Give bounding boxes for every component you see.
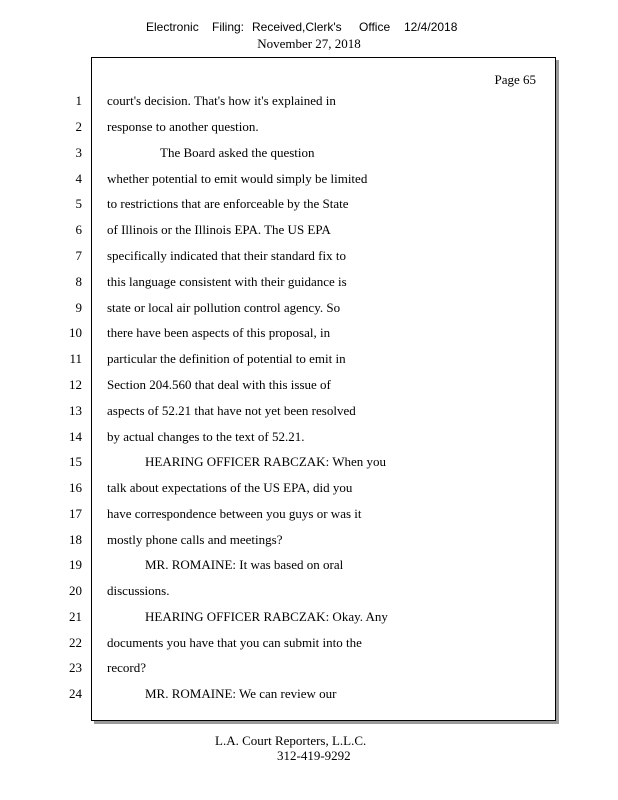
line-text: have correspondence between you guys or was it bbox=[107, 506, 362, 521]
court-reporter-phone: 312-419-9292 bbox=[277, 748, 351, 763]
filing-stamp-received: Received,Clerk's bbox=[252, 20, 342, 34]
line-text: specifically indicated that their standard fix to bbox=[107, 248, 346, 263]
transcript-line bbox=[0, 169, 618, 189]
line-text: aspects of 52.21 that have not yet been resolved bbox=[107, 403, 356, 418]
line-text: documents you have that you can submit into the bbox=[107, 635, 362, 650]
transcript-line bbox=[0, 194, 618, 214]
line-text: to restrictions that are enforceable by the State bbox=[107, 196, 349, 211]
line-number: 6 bbox=[75, 222, 82, 237]
line-text: there have been aspects of this proposal, in bbox=[107, 325, 331, 340]
filing-stamp-date: 12/4/2018 bbox=[404, 20, 458, 34]
line-number: 23 bbox=[69, 660, 82, 675]
transcript-line bbox=[0, 633, 618, 653]
transcript-date: November 27, 2018 bbox=[257, 36, 361, 51]
line-text: talk about expectations of the US EPA, did you bbox=[107, 480, 353, 495]
transcript-line bbox=[0, 220, 618, 240]
line-number: 9 bbox=[75, 300, 82, 315]
line-number: 1 bbox=[75, 93, 82, 108]
court-reporter-name: L.A. Court Reporters, L.L.C. bbox=[215, 733, 367, 748]
transcript-line bbox=[0, 246, 618, 266]
line-text: whether potential to emit would simply be limited bbox=[107, 171, 368, 186]
line-text: The Board asked the question bbox=[160, 145, 315, 160]
line-text: MR. ROMAINE: It was based on oral bbox=[145, 557, 344, 572]
line-text: response to another question. bbox=[107, 119, 259, 134]
page-number: Page 65 bbox=[494, 72, 536, 87]
filing-stamp-office: Office bbox=[359, 20, 391, 34]
line-number: 24 bbox=[69, 686, 82, 701]
line-text: discussions. bbox=[107, 583, 170, 598]
line-number: 20 bbox=[69, 583, 82, 598]
transcript-line bbox=[0, 684, 618, 704]
line-text: particular the definition of potential to emit in bbox=[107, 351, 346, 366]
filing-stamp-electronic: Electronic bbox=[146, 20, 199, 34]
line-number: 21 bbox=[69, 609, 82, 624]
line-text: of Illinois or the Illinois EPA. The US EPA bbox=[107, 222, 331, 237]
transcript-line bbox=[0, 323, 618, 343]
line-number: 22 bbox=[69, 635, 82, 650]
line-number: 10 bbox=[69, 325, 82, 340]
line-number: 2 bbox=[75, 119, 82, 134]
transcript-line bbox=[0, 478, 618, 498]
line-text: Section 204.560 that deal with this issue of bbox=[107, 377, 331, 392]
line-text: court's decision. That's how it's explained in bbox=[107, 93, 336, 108]
line-text: record? bbox=[107, 660, 146, 675]
filing-stamp-header bbox=[0, 20, 618, 36]
transcript-line bbox=[0, 555, 618, 575]
transcript-line bbox=[0, 658, 618, 678]
line-number: 3 bbox=[75, 145, 82, 160]
line-text: by actual changes to the text of 52.21. bbox=[107, 429, 305, 444]
transcript-line bbox=[0, 530, 618, 550]
line-text: mostly phone calls and meetings? bbox=[107, 532, 283, 547]
transcript-line bbox=[0, 272, 618, 292]
line-text: MR. ROMAINE: We can review our bbox=[145, 686, 337, 701]
line-text: this language consistent with their guidance is bbox=[107, 274, 347, 289]
line-text: HEARING OFFICER RABCZAK: Okay. Any bbox=[145, 609, 388, 624]
line-text: state or local air pollution control agency. So bbox=[107, 300, 341, 315]
transcript-line bbox=[0, 298, 618, 318]
line-number: 8 bbox=[75, 274, 82, 289]
transcript-line bbox=[0, 581, 618, 601]
transcript-line bbox=[0, 375, 618, 395]
line-number: 7 bbox=[75, 248, 82, 263]
line-text: HEARING OFFICER RABCZAK: When you bbox=[145, 454, 386, 469]
transcript-line bbox=[0, 452, 618, 472]
transcript-line bbox=[0, 117, 618, 137]
transcript-line bbox=[0, 401, 618, 421]
line-number: 4 bbox=[75, 171, 82, 186]
filing-stamp-filing: Filing: bbox=[212, 20, 245, 34]
line-number: 11 bbox=[69, 351, 82, 366]
line-number: 16 bbox=[69, 480, 82, 495]
transcript-line bbox=[0, 143, 618, 163]
transcript-line bbox=[0, 427, 618, 447]
line-number: 15 bbox=[69, 454, 82, 469]
line-number: 14 bbox=[69, 429, 82, 444]
transcript-line bbox=[0, 504, 618, 524]
line-number: 19 bbox=[69, 557, 82, 572]
line-number: 5 bbox=[75, 196, 82, 211]
line-number: 13 bbox=[69, 403, 82, 418]
line-number: 12 bbox=[69, 377, 82, 392]
line-number: 18 bbox=[69, 532, 82, 547]
transcript-line bbox=[0, 91, 618, 111]
transcript-line bbox=[0, 607, 618, 627]
line-number: 17 bbox=[69, 506, 82, 521]
transcript-line bbox=[0, 349, 618, 369]
